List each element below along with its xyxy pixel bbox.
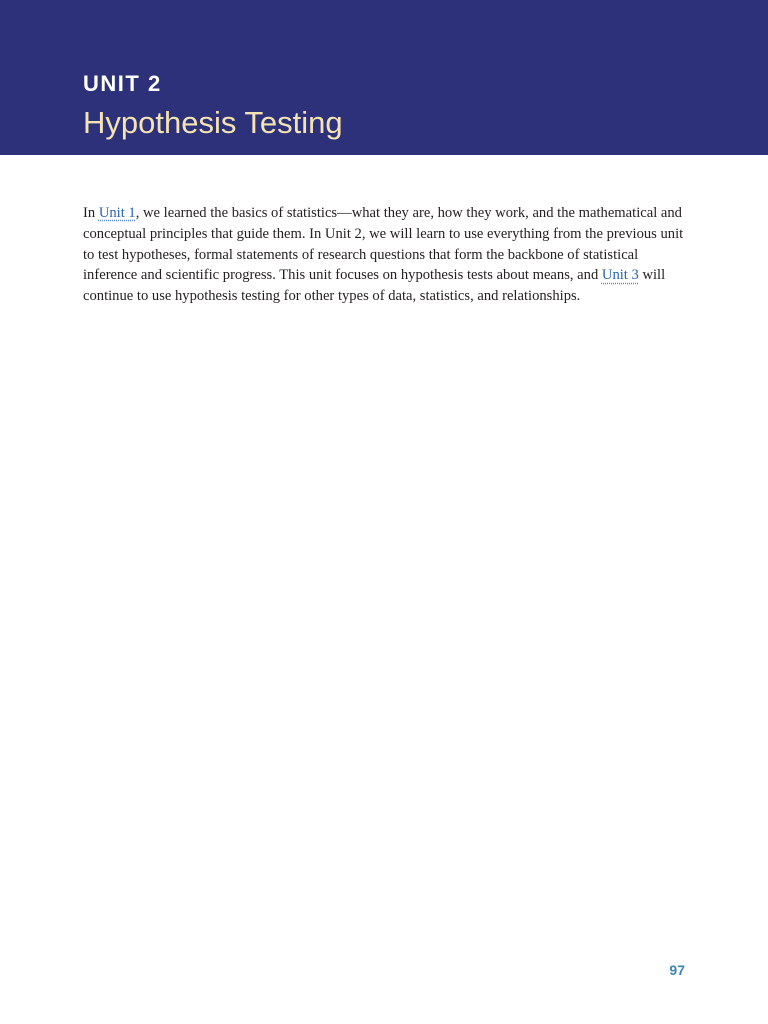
intro-paragraph [83,203,693,307]
page-number: 97 [669,962,685,978]
intro-text-part-2: , we learned the basics of statistics—what they are, how they work, and the mathematical and conceptual principles that guide them. In Unit 2, we will learn to use everything from the previous unit to test hypotheses, formal statements of research questions that form the backbone of statistical inference and scientific progress. This unit focuses on hypothesis tests about means, and [83,205,684,284]
unit-label: UNIT 2 [83,71,162,96]
unit-3-link[interactable]: Unit 3 [601,267,639,284]
intro-text-part-3: will continue to use hypothesis testing for other types of data, statistics, and relationships. [83,267,666,305]
intro-text-part-1: In [83,205,99,221]
unit-1-link[interactable]: Unit 1 [98,205,136,221]
unit-header-band [0,0,768,155]
unit-title: Hypothesis Testing [83,105,343,140]
